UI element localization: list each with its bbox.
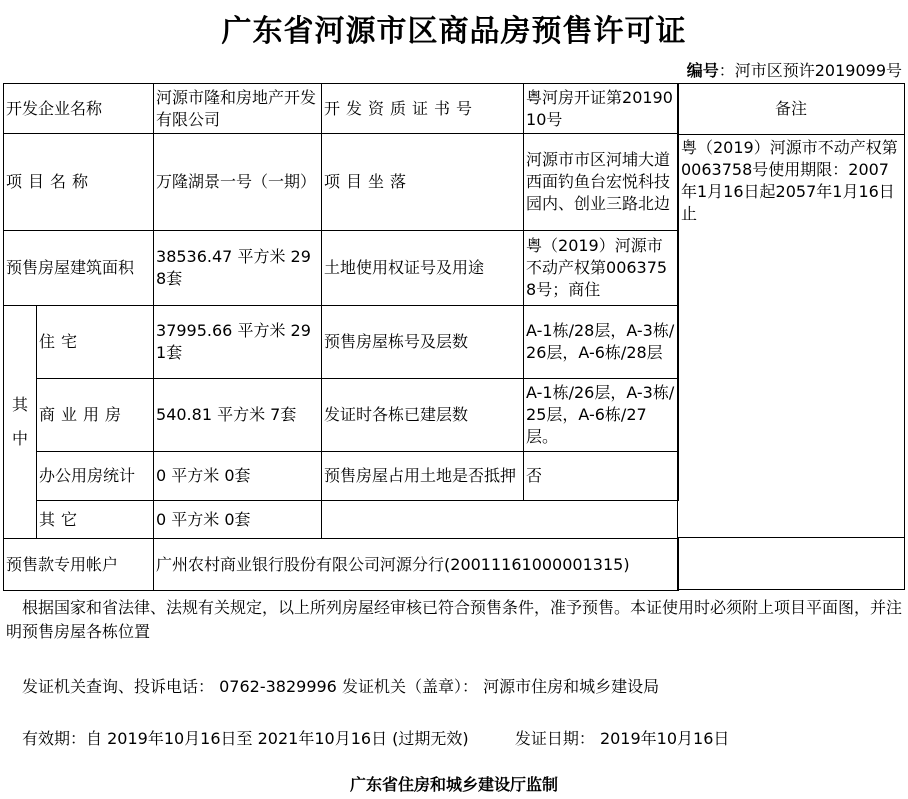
developer-label: 开发企业名称 xyxy=(4,84,154,134)
certificate-number-value: ：河市区预许2019099号 xyxy=(718,61,902,80)
authority-label: 发证机关（盖章）： xyxy=(341,677,478,696)
built-floors-label: 发证时各栋已建层数 xyxy=(322,379,524,452)
project-location-label: 项目坐落 xyxy=(322,134,524,231)
validity-value: 自 2019年10月16日至 2021年10月16日 (过期无效) xyxy=(86,729,469,748)
hotline-value: 0762-3829996 xyxy=(219,677,337,696)
mortgage-value: 否 xyxy=(524,452,679,501)
account-label: 预售款专用帐户 xyxy=(4,539,154,591)
authority-value: 河源市住房和城乡建设局 xyxy=(483,677,660,696)
remark-box xyxy=(677,83,905,538)
other-value: 0 平方米 0套 xyxy=(154,501,322,539)
commercial-label: 商业用房 xyxy=(37,379,154,452)
hotline-label: 发证机关查询、投诉电话： xyxy=(22,677,215,696)
supervision-note: 广东省住房和城乡建设厅监制 xyxy=(349,775,558,794)
validity-label: 有效期： xyxy=(22,729,87,748)
approval-note: 根据国家和省法律、法规有关规定，以上所列房屋经审核已符合预售条件，准予预售。本证使用时必须附上项目平面图，并注明预售房屋各栋位置 xyxy=(6,598,903,641)
qualification-value: 粤河房开证第2019010号 xyxy=(524,84,679,134)
land-cert-label: 土地使用权证号及用途 xyxy=(322,231,524,306)
project-name-value: 万隆湖景一号（一期） xyxy=(154,134,322,231)
developer-value: 河源市隆和房地产开发有限公司 xyxy=(154,84,322,134)
remark-label: 备注 xyxy=(678,84,904,135)
presale-area-label: 预售房屋建筑面积 xyxy=(4,231,154,306)
issue-date-label: 发证日期： xyxy=(514,729,595,748)
office-value: 0 平方米 0套 xyxy=(154,452,322,501)
land-cert-value: 粤（2019）河源市不动产权第0063758号；商住 xyxy=(524,231,679,306)
certificate-title: 广东省河源市区商品房预售许可证 xyxy=(221,14,687,49)
office-label: 办公用房统计 xyxy=(37,452,154,501)
validity-line xyxy=(22,726,729,749)
building-floors-label: 预售房屋栋号及层数 xyxy=(322,306,524,379)
remark-text: 粤（2019）河源市不动产权第0063758号使用期限：2007年1月16日起2057年1月16日止 xyxy=(681,138,898,223)
authority-line xyxy=(22,674,659,697)
mortgage-label: 预售房屋占用土地是否抵押 xyxy=(322,452,524,501)
issue-date-value: 2019年10月16日 xyxy=(599,729,730,748)
among-label: 其中 xyxy=(4,306,37,539)
other-label: 其它 xyxy=(37,501,154,539)
account-value: 广州农村商业银行股份有限公司河源分行(20011161000001315) xyxy=(154,539,679,591)
built-floors-value: A-1栋/26层，A-3栋/25层，A-6栋/27层。 xyxy=(524,379,679,452)
project-name-label: 项目名称 xyxy=(4,134,154,231)
qualification-label: 开发资质证书号 xyxy=(322,84,524,134)
residential-value: 37995.66 平方米 291套 xyxy=(154,306,322,379)
presale-area-value: 38536.47 平方米 298套 xyxy=(154,231,322,306)
empty-cell xyxy=(322,501,679,539)
project-location-value: 河源市市区河埔大道西面钓鱼台宏悦科技园内、创业三路北边 xyxy=(524,134,679,231)
certificate-table xyxy=(3,83,679,591)
commercial-value: 540.81 平方米 7套 xyxy=(154,379,322,452)
certificate-number xyxy=(687,58,902,81)
building-floors-value: A-1栋/28层，A-3栋/26层，A-6栋/28层 xyxy=(524,306,679,379)
residential-label: 住宅 xyxy=(37,306,154,379)
certificate-number-label: 编号 xyxy=(686,61,719,80)
remark-tail xyxy=(677,538,905,590)
